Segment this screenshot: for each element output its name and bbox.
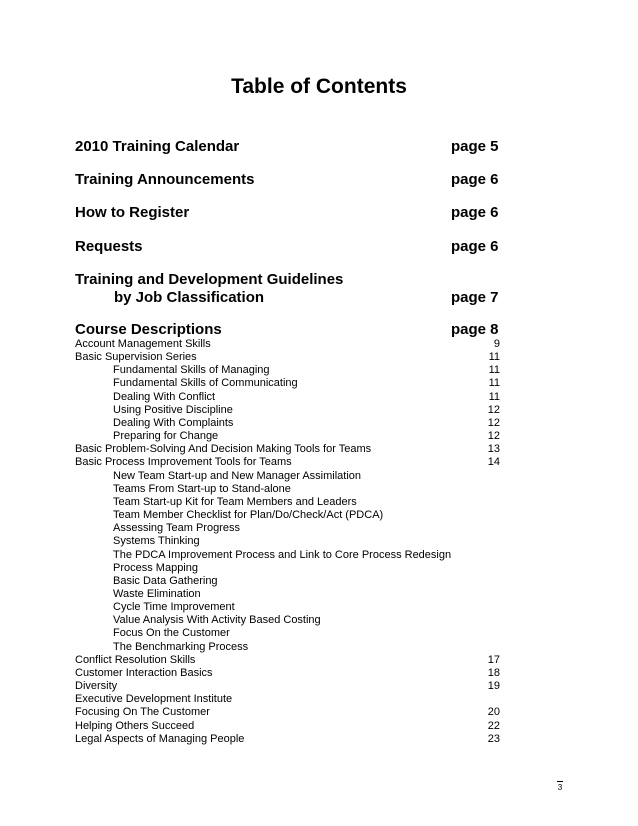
course-title: Focus On the Customer (113, 627, 230, 640)
course-title: Using Positive Discipline (113, 403, 233, 416)
course-page: 11 (488, 390, 500, 403)
course-list-subitem[interactable] (75, 614, 505, 627)
course-list-subitem[interactable] (75, 549, 505, 562)
course-list-subitem[interactable] (75, 404, 505, 417)
course-title: Systems Thinking (113, 535, 200, 548)
course-page: 11 (488, 377, 500, 390)
course-list-item[interactable] (75, 456, 505, 469)
course-list-subitem[interactable] (75, 535, 505, 548)
course-title: Assessing Team Progress (113, 522, 240, 535)
course-list-subitem[interactable] (75, 588, 505, 601)
course-list-item[interactable] (75, 351, 505, 364)
course-list-item[interactable] (75, 338, 505, 351)
course-list-subitem[interactable] (75, 496, 505, 509)
course-title: Fundamental Skills of Communicating (113, 377, 298, 390)
course-title: The Benchmarking Process (113, 640, 249, 653)
course-title: Basic Problem-Solving And Decision Making Tools for Teams (75, 443, 372, 456)
toc-entry-label: Course Descriptions (75, 321, 222, 338)
toc-entry-page: page 6 (451, 204, 499, 221)
course-title: Dealing With Complaints (113, 416, 234, 429)
course-page: 13 (487, 443, 500, 456)
course-list-item[interactable] (75, 693, 505, 706)
course-list-item[interactable] (75, 654, 505, 667)
toc-entry-page: page 6 (451, 238, 499, 255)
toc-entry-page: page 7 (451, 289, 499, 306)
course-title: Conflict Resolution Skills (75, 653, 196, 666)
course-page: 12 (487, 430, 500, 443)
course-title: Team Start-up Kit for Team Members and Leaders (113, 495, 357, 508)
course-list-subitem[interactable] (75, 509, 505, 522)
course-list-subitem[interactable] (75, 522, 505, 535)
course-title: Team Member Checklist for Plan/Do/Check/Act (PDCA) (113, 509, 384, 522)
toc-entry-page: page 6 (451, 171, 499, 188)
course-title: Account Management Skills (75, 338, 211, 350)
course-page: 12 (487, 403, 500, 416)
course-list-subitem[interactable] (75, 430, 505, 443)
course-title: Basic Process Improvement Tools for Teams (75, 456, 292, 469)
course-list-subitem[interactable] (75, 575, 505, 588)
course-list-item[interactable] (75, 720, 505, 733)
course-title: Diversity (75, 680, 118, 693)
course-list-subitem[interactable] (75, 601, 505, 614)
toc-entry-page: page 8 (451, 321, 499, 338)
course-title: Value Analysis With Activity Based Costing (113, 614, 321, 627)
course-list-subitem[interactable] (75, 627, 505, 640)
course-title: Dealing With Conflict (113, 390, 216, 403)
toc-entry-label: How to Register (75, 204, 190, 221)
course-list-subitem[interactable] (75, 641, 505, 654)
course-list-item[interactable] (75, 667, 505, 680)
course-title: The PDCA Improvement Process and Link to Core Process Redesign (113, 548, 452, 561)
toc-entry-label: 2010 Training Calendar (75, 138, 240, 155)
course-page: 19 (487, 680, 500, 693)
course-list-item[interactable] (75, 443, 505, 456)
toc-entry-label: Requests (75, 238, 143, 255)
course-title: Cycle Time Improvement (113, 601, 235, 614)
course-list-item[interactable] (75, 733, 505, 746)
course-page: 11 (488, 364, 500, 377)
course-title: Preparing for Change (113, 430, 219, 443)
course-title: Basic Data Gathering (113, 574, 218, 587)
course-title: Helping Others Succeed (75, 719, 195, 732)
course-page: 11 (488, 351, 500, 364)
page-number (557, 781, 563, 793)
course-list-subitem[interactable] (75, 377, 505, 390)
toc-entry-page: page 5 (451, 138, 499, 155)
course-list-subitem[interactable] (75, 417, 505, 430)
course-list-subitem[interactable] (75, 391, 505, 404)
course-list-item[interactable] (75, 680, 505, 693)
course-page: 14 (487, 456, 500, 469)
course-title: New Team Start-up and New Manager Assimilation (113, 469, 362, 482)
course-title: Legal Aspects of Managing People (75, 732, 245, 745)
course-page: 18 (487, 666, 500, 679)
course-list-subitem[interactable] (75, 470, 505, 483)
course-title: Executive Development Institute (75, 693, 233, 706)
page-number-mark (557, 781, 563, 782)
course-page: 17 (487, 653, 500, 666)
course-page: 20 (487, 706, 500, 719)
course-page: 22 (487, 719, 500, 732)
page-number-text: 3 (557, 783, 563, 792)
course-title: Fundamental Skills of Managing (113, 364, 270, 377)
course-title: Customer Interaction Basics (75, 666, 213, 679)
course-title: Focusing On The Customer (75, 706, 210, 719)
page-title: Table of Contents (231, 75, 407, 98)
course-list-subitem[interactable] (75, 562, 505, 575)
course-title: Basic Supervision Series (75, 351, 197, 364)
toc-entry-label: Training Announcements (75, 171, 255, 188)
course-page: 9 (493, 338, 500, 350)
course-list-item[interactable] (75, 706, 505, 719)
course-list (75, 338, 505, 746)
course-list-subitem[interactable] (75, 483, 505, 496)
toc-entry-label-continued: by Job Classification (114, 289, 265, 306)
course-page: 23 (487, 732, 500, 745)
course-list-subitem[interactable] (75, 364, 505, 377)
course-title: Teams From Start-up to Stand-alone (113, 482, 291, 495)
course-title: Waste Elimination (113, 587, 201, 600)
course-page: 12 (487, 416, 500, 429)
toc-entry-label: Training and Development Guidelines (75, 271, 344, 288)
course-title: Process Mapping (113, 561, 198, 574)
